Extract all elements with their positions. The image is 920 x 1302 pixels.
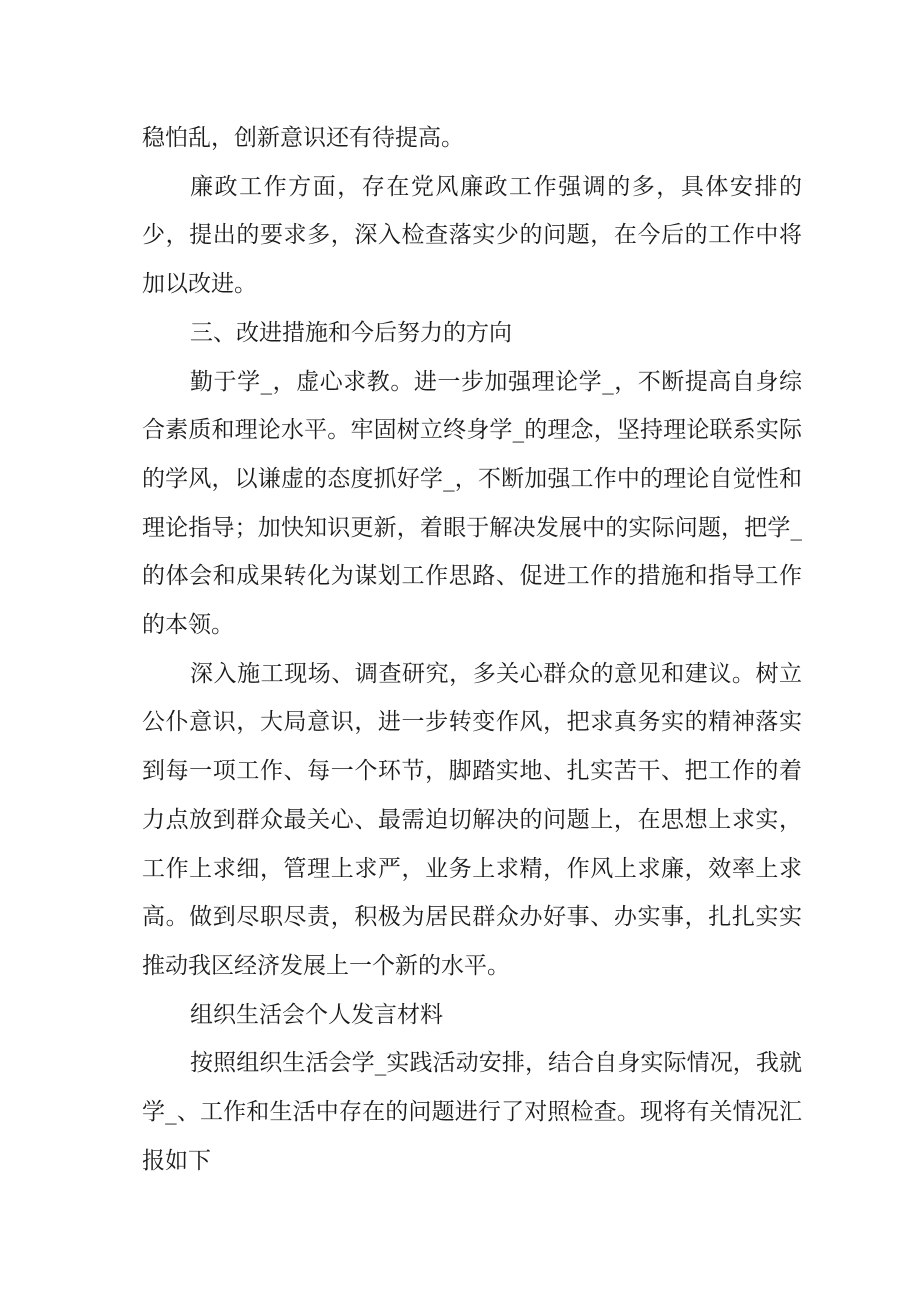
section-heading-improvement: 三、改进措施和今后努力的方向 — [190, 319, 512, 346]
section-heading-speech-material: 组织生活会个人发言材料 — [190, 1001, 443, 1028]
paragraph-field-research: 深入施工现场、调查研究，多关心群众的意见和建议。树立公仆意识，大局意识，进一步转变作风，把求真务实的精神落实到每一项工作、每一个环节，脚踏实地、扎实苦干、把工作的着力点放到群众最关心、最需迫切解决的问题上，在思想上求实，工作上求细，管理上求严，业务上求精，作风上求廉，效率上求高。做到尽职尽责，积极为居民群众办好事、办实事，扎扎实实推动我区经济发展上一个新的水平。 — [142, 660, 802, 979]
paragraph-introduction: 按照组织生活会学_实践活动安排，结合自身实际情况，我就学_、工作和生活中存在的问题进行了对照检查。现将有关情况汇报如下 — [142, 1050, 802, 1174]
paragraph-integrity-work: 廉政工作方面，存在党风廉政工作强调的多，具体安排的少，提出的要求多，深入检查落实少的问题，在今后的工作中将加以改进。 — [142, 173, 802, 298]
paragraph-study: 勤于学_，虚心求教。进一步加强理论学_，不断提高自身综合素质和理论水平。牢固树立终身学_的理念，坚持理论联系实际的学风，以谦虚的态度抓好学_，不断加强工作中的理论自觉性和理论指导；加快知识更新，着眼于解决发展中的实际问题，把学_的体会和成果转化为谋划工作思路、促进工作的措施和指导工作的本领。 — [142, 368, 802, 639]
document-body — [142, 114, 802, 1185]
paragraph-continuation: 稳怕乱，创新意识还有待提高。 — [142, 125, 464, 151]
